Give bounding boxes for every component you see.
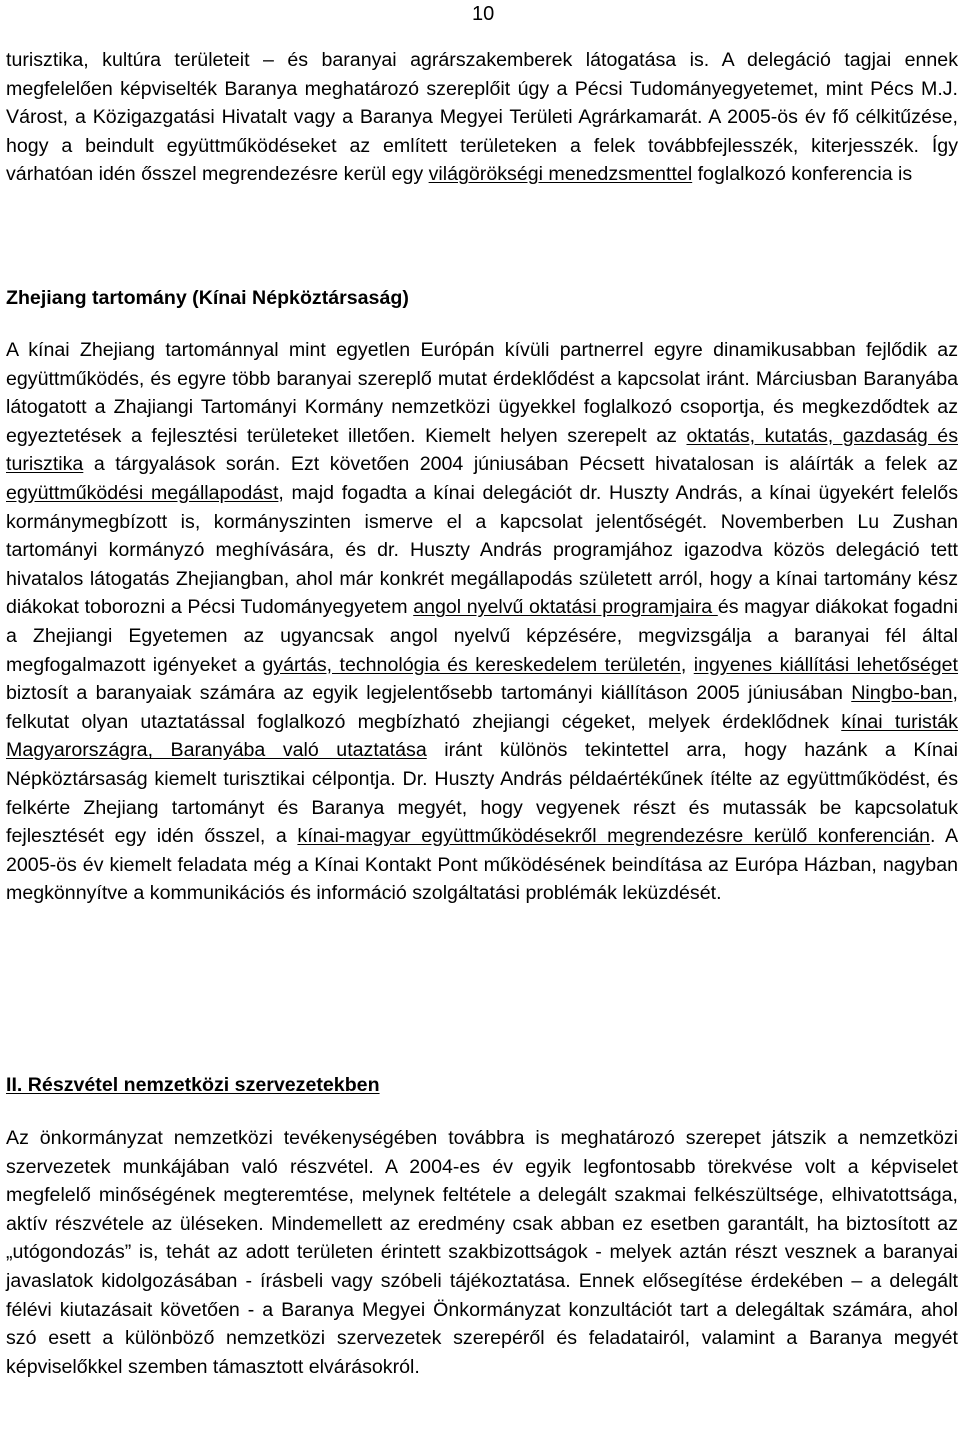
intro-paragraph — [6, 46, 958, 189]
zhejiang-text-3: , majd fogadta a kínai delegációt dr. Huszty András, a kínai ügyekért felelős kormánymegbízott is, kormányszinten ismerve el a kapcsolat jelentőségét. Novemberben Lu Zushan tartományi kormányzó meghívására, és dr. Huszty András programjához igazodva közös delegáció tett hivatalos látogatás Zhejiangban, ahol már konkrét megállapodás született arról, hogy a kínai tartomány kész diákokat toborozni a Pécsi Tudományegyetem — [6, 481, 958, 619]
zhejiang-text-2: a tárgyalások során. Ezt követően 2004 júniusában Pécsett hivatalosan is aláírták a felek az — [83, 453, 958, 476]
zhejiang-text-7: , felkutat olyan utaztatással foglalkozó megbízható zhejiangi cégeket, melyek érdeklődnek — [6, 682, 958, 733]
section-paragraph: Az önkormányzat nemzetközi tevékenységében továbbra is meghatározó szerepet játszik a nemzetközi szervezetek munkájában való részvétel. A 2004-es év egyik legfontosabb törekvése volt a képviselet megfelelő minőségének megteremtése, melynek feltétele a delegált szakmai felkészültsége, elhivatottsága, aktív részvétele az üléseken. Mindemellett az eredmény csak abban ez esetben garantált, ha biztosított az „utógondozás” is, tehát az adott területen érintett szakbizottságok - melyek aztán részt vesznek a baranyai javaslatok kidolgozásában - írásbeli vagy szóbeli tájékoztatása. Ennek elősegítése érdekében – a delegált félévi kiutazásait követően - a Baranya Megyei Önkormányzat konzultációt tart a delegáltak számára, ahol szó esett a különböző nemzetközi szervezetek szerepéről és feladatairól, valamint a Baranya megyét képviselőkkel szemben támasztott elvárásokról. — [6, 1127, 958, 1378]
chinese-tourists-link[interactable]: kínai turisták Magyarországra, Baranyába való utaztatása — [6, 710, 958, 762]
page-number: 10 — [472, 3, 495, 25]
zhejiang-heading: Zhejiang tartomány (Kínai Népköztársaság) — [6, 287, 409, 309]
zhejiang-text-6: biztosít a baranyaiak számára az egyik legjelentősebb tartományi kiállításon 2005 júniusában — [6, 682, 852, 705]
conference-link[interactable]: kínai-magyar együttműködésekről megrendezésre kerülő konferencián — [297, 825, 931, 848]
education-research-link[interactable]: oktatás, kutatás, gazdaság és turisztika — [6, 424, 958, 476]
ningbo-link[interactable]: Ningbo-ban — [851, 682, 953, 705]
intro-text-2: foglalkozó konferencia is — [692, 163, 913, 186]
section-heading: II. Részvétel nemzetközi szervezetekben — [6, 1074, 380, 1096]
zhejiang-text-8: iránt különös tekintettel arra, hogy hazánk a Kínai Népköztársaság kiemelt turisztikai célpontja. Dr. Huszty András példaértékűnek ítélte az együttműködést, és felkérte Zhejiang tartományt és Baranya megyét, hogy vegyenek részt és mutassák be kapcsolatuk fejlesztését egy idén ősszel, a — [6, 739, 958, 848]
zhejiang-text-1: A kínai Zhejiang tartománnyal mint egyetlen Európán kívüli partnerrel egyre dinamikusabban fejlődik az együttműködés, és egyre több baranyai szereplő mutat érdeklődést a kapcsolat iránt. Márciusban Baranyába látogatott a Zhajiangi Tartományi Kormány nemzetközi ügyekkel foglalkozó csoportja, és megkezdődtek az egyeztetések a fejlesztési területeket illetően. Kiemelt helyen szerepelt az — [6, 339, 958, 447]
zhejiang-text-9: . A 2005-ös év kiemelt feladata még a Kínai Kontakt Pont működésének beindítása az Európa Házban, nagyban megkönnyítve a kommunikációs és információ szolgáltatási problémák leküzdését. — [6, 825, 959, 905]
free-exhibition-link[interactable]: ingyenes kiállítási lehetőséget — [693, 653, 959, 676]
english-programs-link[interactable]: angol nyelvű oktatási programjaira — [413, 596, 718, 619]
zhejiang-text-4: és magyar diákokat fogadni a Zhejiangi Egyetemen az ugyancsak angol nyelvű képzésére, megvizsgálja a baranyai fél által megfogalmazott igényeket a — [6, 596, 958, 676]
zhejiang-text-5: , — [680, 653, 694, 676]
world-heritage-link[interactable]: világörökségi menedzsmenttel — [428, 163, 693, 186]
cooperation-agreement-link[interactable]: együttműködési megállapodást — [6, 481, 279, 504]
manufacturing-trade-link[interactable]: gyártás, technológia és kereskedelem területén — [262, 653, 681, 676]
zhejiang-paragraph — [6, 336, 958, 908]
intro-text-1: turisztika, kultúra területeit – és baranyai agrárszakemberek látogatása is. A delegáció tagjai ennek megfelelően képviselték Baranya meghatározó szereplőit úgy a Pécsi Tudományegyetemet, mint Pécs M.J. Várost, a Közigazgatási Hivatalt vagy a Baranya Megyei Területi Agrárkamarát. A 2005-ös év fő célkitűzése, hogy a beindult együttműködéseket az említett területeken a felek továbbfejlesszék, kiterjesszék. Így várhatóan idén ősszel megrendezésre kerül egy — [6, 49, 958, 186]
